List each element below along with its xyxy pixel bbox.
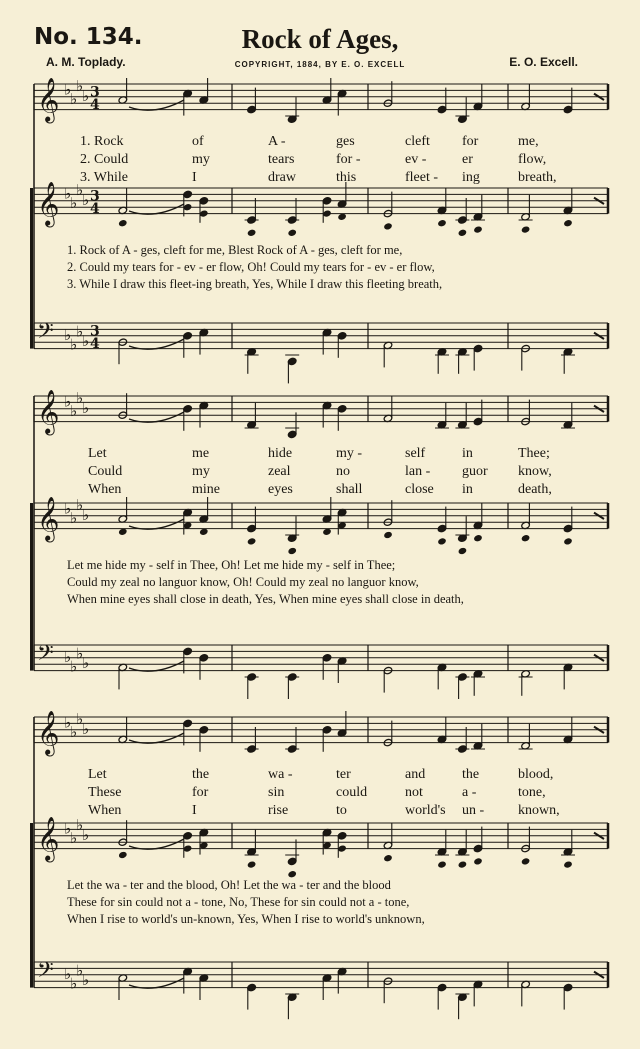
note-head [118, 219, 128, 227]
slur [129, 978, 184, 988]
flat-icon: ♭ [70, 829, 78, 847]
verse-word: my [192, 464, 210, 479]
slur [129, 204, 184, 214]
verse-word: lan - [405, 464, 431, 479]
flat-icon: ♭ [70, 509, 78, 527]
flat-icon: ♭ [64, 647, 72, 666]
verse-word: of [192, 134, 204, 149]
verse-word: to [336, 803, 347, 818]
flat-icon: ♭ [70, 723, 78, 741]
slur [129, 412, 184, 422]
flat-icon: ♭ [64, 184, 72, 203]
bass-clef-icon: 𝄢 [37, 640, 54, 671]
verse-word: ev - [405, 152, 427, 167]
verse-word: A - [268, 134, 286, 149]
refrain-line: 2. Could my tears for - ev - er flow, Oh! Could my tears for - ev - er flow, [67, 260, 435, 274]
verse-word: Thee; [518, 446, 550, 461]
verse-word: ges [336, 134, 355, 149]
refrain-line: Could my zeal no languor know, Oh! Could my zeal no languor know, [67, 575, 419, 589]
verse-word: world's [405, 803, 446, 818]
brace [30, 823, 33, 988]
note-head [437, 219, 447, 227]
note-head [473, 534, 483, 542]
flat-icon: ♭ [82, 398, 90, 417]
note-head [563, 860, 573, 868]
treble-clef-icon: 𝄞 [37, 77, 60, 122]
verse-word: a - [462, 785, 477, 800]
verse-word: I [192, 170, 197, 185]
time-signature: 4 [90, 336, 100, 353]
slur [129, 839, 184, 849]
flat-icon: ♭ [64, 80, 72, 99]
flat-icon: ♭ [82, 654, 90, 673]
verse-word: cleft [405, 134, 430, 149]
flat-icon: ♭ [82, 505, 90, 524]
verse-word: blood, [518, 767, 554, 782]
flat-icon: ♭ [70, 90, 78, 108]
verse-word: rise [268, 803, 289, 818]
note-head [247, 229, 257, 237]
slur [129, 733, 184, 743]
verse-word: tone, [518, 785, 546, 800]
flat-icon: ♭ [76, 389, 84, 408]
flat-icon: ♭ [70, 335, 78, 354]
flat-icon: ♭ [64, 819, 72, 838]
composer-credit: E. O. Excell. [509, 55, 578, 69]
flat-icon: ♭ [82, 86, 90, 105]
note-head [458, 860, 468, 868]
verse-word: guor [462, 464, 488, 479]
time-signature: 4 [90, 97, 100, 114]
verse-word: the [192, 767, 210, 782]
verse-word: flow, [518, 152, 547, 167]
verse-word: this [336, 170, 357, 185]
refrain-line: Let the wa - ter and the blood, Oh! Let the wa - ter and the blood [67, 878, 391, 892]
slur [129, 339, 184, 349]
refrain-line: Let me hide my - self in Thee, Oh! Let me hide my - self in Thee; [67, 558, 396, 572]
flat-icon: ♭ [82, 190, 90, 209]
note-head [563, 219, 573, 227]
flat-icon: ♭ [70, 194, 78, 212]
flat-icon: ♭ [64, 325, 72, 344]
note-head [458, 547, 468, 555]
verse-word: 3. While [80, 170, 128, 185]
verse-word: and [405, 767, 426, 782]
verse-word: self [405, 446, 426, 461]
flat-icon: ♭ [76, 644, 84, 663]
hymn-number: No. 134. [34, 24, 143, 50]
verse-word: eyes [268, 482, 293, 497]
verse-word: sin [268, 785, 285, 800]
flat-icon: ♭ [82, 332, 90, 351]
verse-word: 2. Could [80, 152, 129, 167]
verse-word: in [462, 446, 473, 461]
verse-word: mine [192, 482, 220, 497]
verse-word: for [462, 134, 479, 149]
verse-word: un - [462, 803, 485, 818]
note-head [458, 229, 468, 237]
note-head [563, 537, 573, 545]
treble-clef-icon: 𝄞 [37, 389, 60, 434]
note-head [473, 857, 483, 865]
verse-word: my [192, 152, 210, 167]
verse-word: not [405, 785, 423, 800]
flat-icon: ♭ [76, 816, 84, 835]
verse-word: breath, [518, 170, 557, 185]
verse-word: fleet - [405, 170, 439, 185]
flat-icon: ♭ [64, 392, 72, 411]
bass-clef-icon: 𝄢 [37, 318, 54, 349]
treble-clef-icon: 𝄞 [37, 710, 60, 755]
verse-word: no [336, 464, 350, 479]
verse-word: death, [518, 482, 552, 497]
refrain-line: When mine eyes shall close in death, Yes, When mine eyes shall close in death, [67, 592, 464, 606]
verse-word: When [88, 482, 122, 497]
time-signature: 3 [90, 323, 100, 340]
note-head [521, 534, 531, 542]
verse-word: tears [268, 152, 295, 167]
note-head [521, 225, 531, 233]
verse-word: for - [336, 152, 361, 167]
flat-icon: ♭ [64, 499, 72, 518]
verse-word: me [192, 446, 210, 461]
verse-word: hide [268, 446, 293, 461]
note-head [437, 537, 447, 545]
verse-word: When [88, 803, 122, 818]
flat-icon: ♭ [82, 971, 90, 990]
verse-word: ter [336, 767, 351, 782]
note-head [521, 857, 531, 865]
flat-icon: ♭ [82, 825, 90, 844]
flat-icon: ♭ [64, 713, 72, 732]
copyright-notice: COPYRIGHT, 1884, BY E. O. EXCELL [234, 60, 406, 69]
verse-word: Could [88, 464, 123, 479]
slur [129, 100, 184, 110]
note-head [383, 854, 393, 862]
flat-icon: ♭ [76, 961, 84, 980]
flat-icon: ♭ [76, 710, 84, 729]
note-head [247, 537, 257, 545]
verse-word: known, [518, 803, 560, 818]
verse-word: Let [88, 446, 107, 461]
verse-word: my - [336, 446, 363, 461]
flat-icon: ♭ [76, 181, 84, 200]
brace [30, 188, 33, 349]
treble-clef-icon: 𝄞 [37, 181, 60, 226]
verse-word: Let [88, 767, 107, 782]
verse-word: ing [462, 170, 480, 185]
verse-word: These [88, 785, 122, 800]
verse-word: could [336, 785, 368, 800]
note-head [287, 547, 297, 555]
flat-icon: ♭ [82, 719, 90, 738]
slur [129, 661, 184, 671]
verse-word: 1. Rock [80, 134, 124, 149]
brace [30, 503, 33, 671]
flat-icon: ♭ [64, 964, 72, 983]
note-head [383, 531, 393, 539]
refrain-line: These for sin could not a - tone, No, These for sin could not a - tone, [67, 895, 410, 909]
bass-clef-icon: 𝄢 [37, 957, 54, 988]
verse-word: the [462, 767, 480, 782]
refrain-line: 1. Rock of A - ges, cleft for me, Blest Rock of A - ges, cleft for me, [67, 243, 403, 257]
note-head [383, 222, 393, 230]
treble-clef-icon: 𝄞 [37, 816, 60, 861]
verse-word: zeal [268, 464, 291, 479]
author-credit: A. M. Toplady. [46, 55, 126, 69]
verse-word: wa - [268, 767, 293, 782]
note-head [287, 229, 297, 237]
verse-word: know, [518, 464, 552, 479]
verse-word: for [192, 785, 209, 800]
time-signature: 3 [90, 84, 100, 101]
note-head [247, 860, 257, 868]
time-signature: 4 [90, 201, 100, 218]
time-signature: 3 [90, 188, 100, 205]
verse-word: I [192, 803, 197, 818]
refrain-line: 3. While I draw this fleet-ing breath, Yes, While I draw this fleeting breath, [67, 277, 443, 291]
flat-icon: ♭ [76, 77, 84, 96]
verse-word: close [405, 482, 434, 497]
treble-clef-icon: 𝄞 [37, 496, 60, 541]
flat-icon: ♭ [70, 657, 78, 676]
verse-word: er [462, 152, 473, 167]
flat-icon: ♭ [76, 322, 84, 341]
hymn-title: Rock of Ages, [241, 24, 399, 54]
verse-word: me, [518, 134, 539, 149]
verse-word: in [462, 482, 473, 497]
verse-word: draw [268, 170, 296, 185]
note-head [118, 851, 128, 859]
flat-icon: ♭ [70, 974, 78, 993]
flat-icon: ♭ [76, 496, 84, 515]
note-head [437, 860, 447, 868]
flat-icon: ♭ [70, 402, 78, 420]
note-head [473, 225, 483, 233]
refrain-line: When I rise to world's un-known, Yes, When I rise to world's unknown, [67, 912, 425, 926]
verse-word: shall [336, 482, 363, 497]
slur [129, 519, 184, 529]
